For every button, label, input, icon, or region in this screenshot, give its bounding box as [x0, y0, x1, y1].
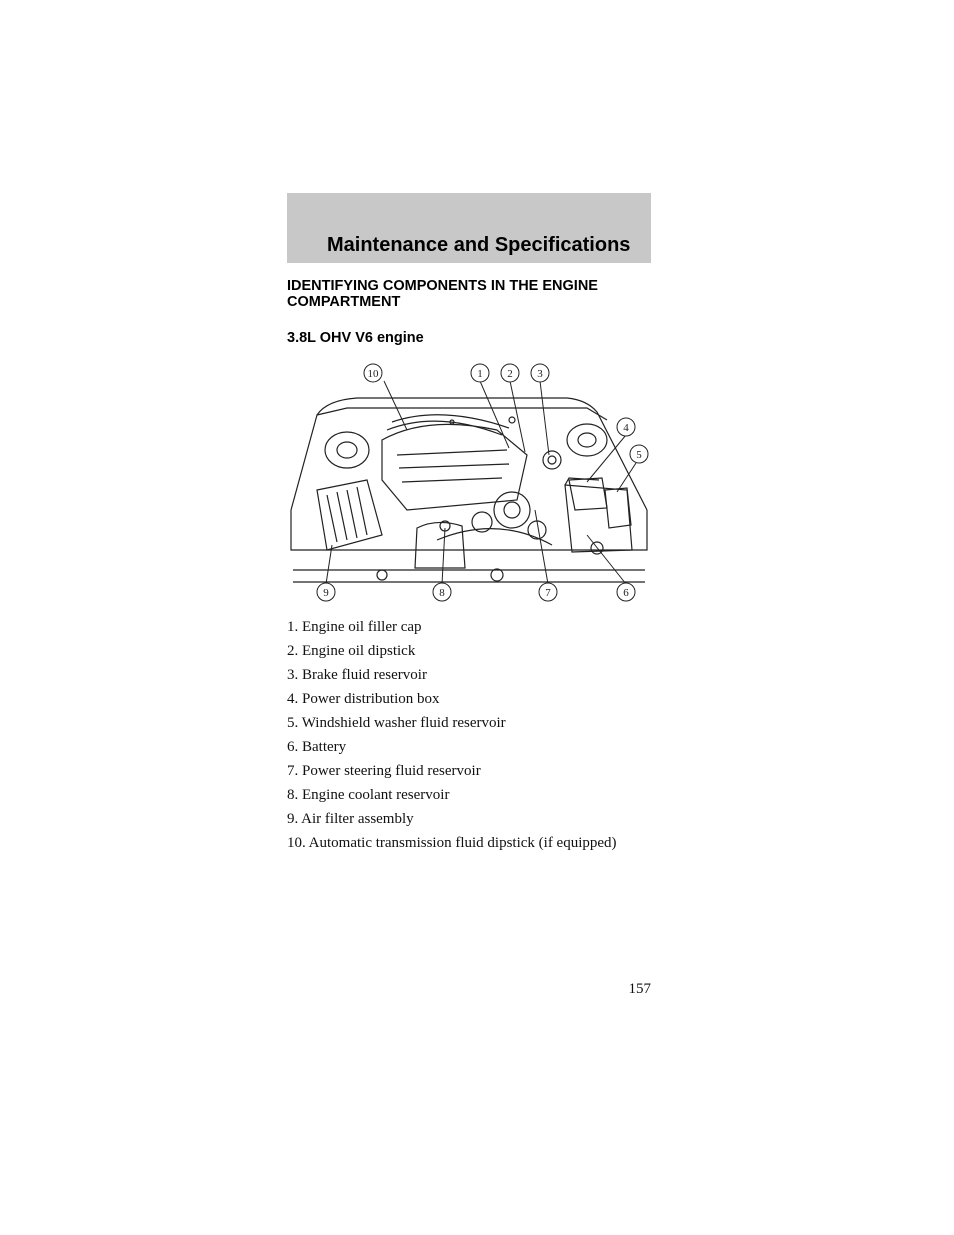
legend-item: 3. Brake fluid reservoir [287, 667, 427, 683]
legend-item: 4. Power distribution box [287, 691, 440, 707]
legend-item: 9. Air filter assembly [287, 811, 414, 827]
legend-item: 1. Engine oil filler cap [287, 619, 422, 635]
component-legend [287, 619, 651, 859]
chapter-title: Maintenance and Specifications [327, 234, 631, 256]
chapter-header-band [287, 193, 651, 263]
legend-item: 8. Engine coolant reservoir [287, 787, 450, 803]
callout-label-6: 6 [623, 587, 629, 599]
engine-subheading: 3.8L OHV V6 engine [287, 330, 424, 346]
callout-label-4: 4 [623, 422, 629, 434]
legend-item: 10. Automatic transmission fluid dipstick (if equipped) [287, 835, 617, 851]
callout-label-2: 2 [507, 368, 513, 380]
legend-item: 7. Power steering fluid reservoir [287, 763, 481, 779]
callout-label-9: 9 [323, 587, 329, 599]
callout-label-8: 8 [439, 587, 445, 599]
page-number: 157 [628, 981, 651, 997]
engine-compartment-illustration [287, 360, 651, 610]
section-heading: IDENTIFYING COMPONENTS IN THE ENGINE COMPARTMENT [287, 278, 598, 310]
callout-label-7: 7 [545, 587, 551, 599]
callout-label-5: 5 [636, 449, 642, 461]
callout-label-1: 1 [477, 368, 483, 380]
legend-item: 6. Battery [287, 739, 347, 755]
legend-item: 2. Engine oil dipstick [287, 643, 416, 659]
legend-item: 5. Windshield washer fluid reservoir [287, 715, 506, 731]
engine-diagram-svg [287, 360, 651, 610]
callout-group [317, 364, 648, 601]
callout-label-10: 10 [367, 368, 379, 380]
callout-label-3: 3 [537, 368, 543, 380]
